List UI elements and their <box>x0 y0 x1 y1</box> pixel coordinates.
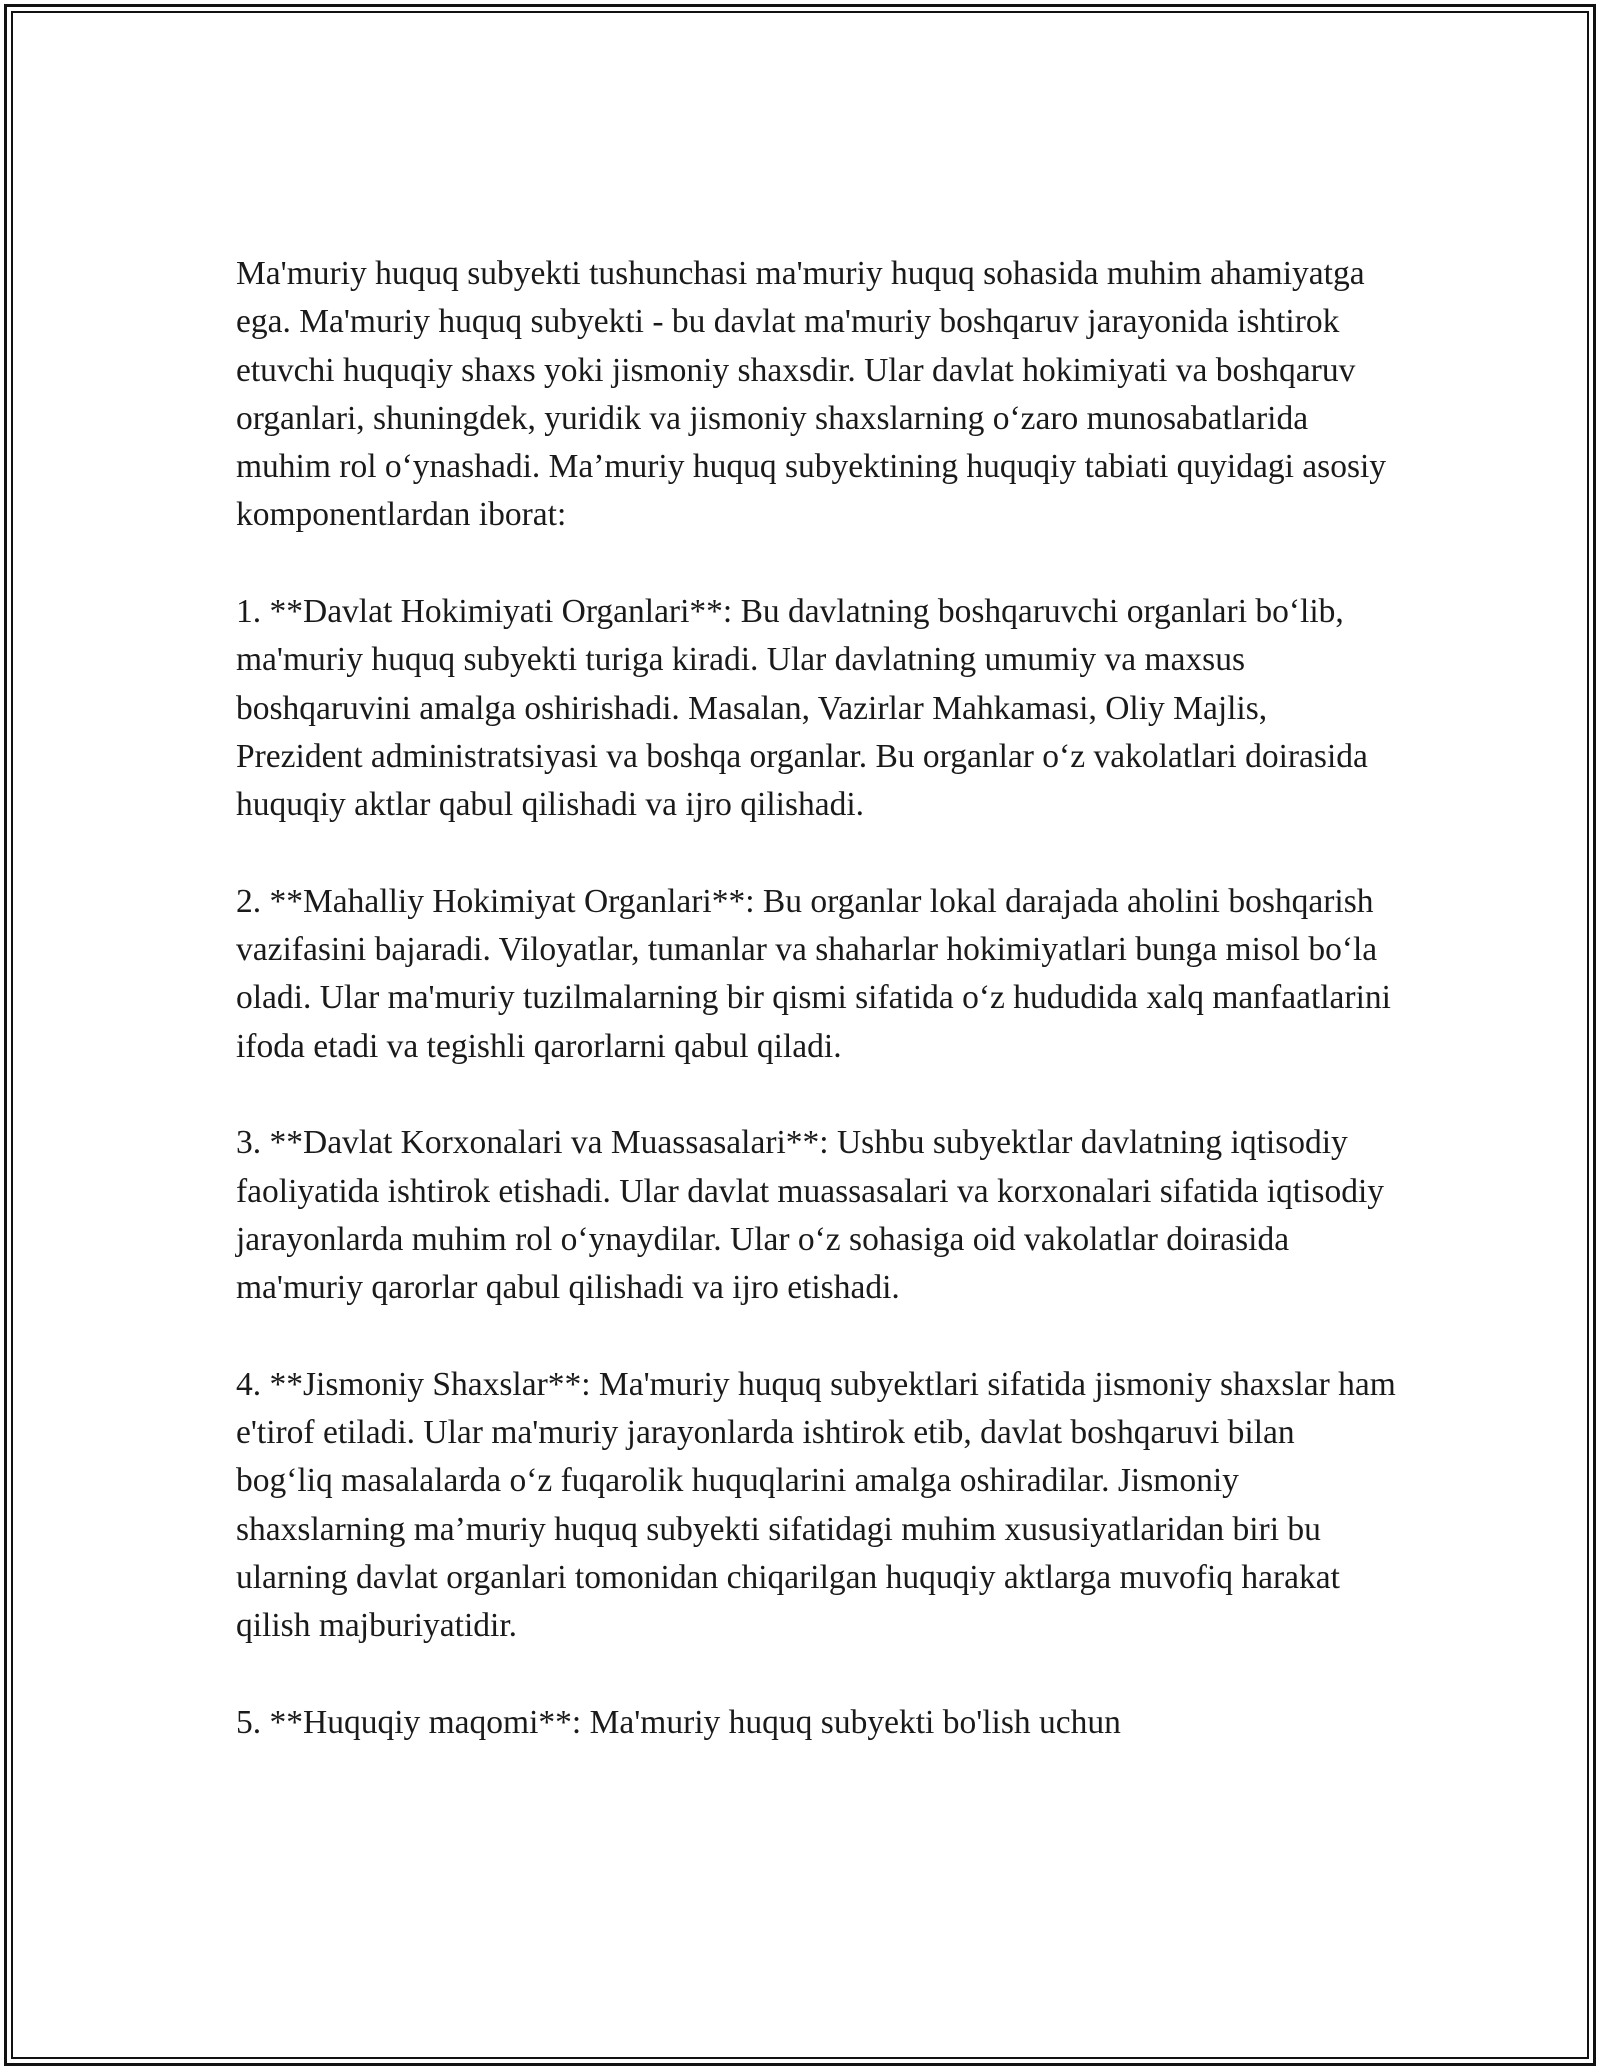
paragraph-item-1: 1. **Davlat Hokimiyati Organlari**: Bu davlatning boshqaruvchi organlari bo‘lib, ma'muriy huquq subyekti turiga kiradi. Ular davlatning umumiy va maxsus boshqaruvini amalga oshirishadi. Masalan, Vazirlar Mahkamasi, Oliy Majlis, Prezident administratsiyasi va boshqa organlar. Bu organlar o‘z vakolatlari doirasida huquqiy aktlar qabul qilishadi va ijro qilishadi. <box>236 593 1368 824</box>
paragraph-item-3: 3. **Davlat Korxonalari va Muassasalari**: Ushbu subyektlar davlatning iqtisodiy faoliyatida ishtirok etishadi. Ular davlat muassasalari va korxonalari sifatida iqtisodiy jarayonlarda muhim rol o‘ynaydilar. Ular o‘z sohasiga oid vakolatlar doirasida ma'muriy qarorlar qabul qilishadi va ijro etishadi. <box>236 1124 1384 1307</box>
paragraph-item-5: 5. **Huquqiy maqomi**: Ma'muriy huquq subyekti bo'lish uchun <box>236 1703 1121 1741</box>
paragraph-intro: Ma'muriy huquq subyekti tushunchasi ma'muriy huquq sohasida muhim ahamiyatga ega. Ma'muriy huquq subyekti - bu davlat ma'muriy boshqaruv jarayonida ishtirok etuvchi huquqiy shaxs yoki jismoniy shaxsdir. Ular davlat hokimiyati va boshqaruv organlari, shuningdek, yuridik va jismoniy shaxslarning o‘zaro munosabatlarida muhim rol o‘ynashadi. Ma’muriy huquq subyektining huquqiy tabiati quyidagi asosiy komponentlardan iborat: <box>236 255 1387 534</box>
document-body <box>236 250 1396 1747</box>
paragraph-item-4: 4. **Jismoniy Shaxslar**: Ma'muriy huquq subyektlari sifatida jismoniy shaxslar ham e'tirof etiladi. Ular ma'muriy jarayonlarda ishtirok etib, davlat boshqaruvi bilan bog‘liq masalalarda o‘z fuqarolik huquqlarini amalga oshiradilar. Jismoniy shaxslarning ma’muriy huquq subyekti sifatidagi muhim xususiyatlaridan biri bu ularning davlat organlari tomonidan chiqarilgan huquqiy aktlarga muvofiq harakat qilish majburiyatidir. <box>236 1365 1396 1645</box>
paragraph-item-2: 2. **Mahalliy Hokimiyat Organlari**: Bu organlar lokal darajada aholini boshqarish vazifasini bajaradi. Viloyatlar, tumanlar va shaharlar hokimiyatlari bunga misol bo‘la oladi. Ular ma'muriy tuzilmalarning bir qismi sifatida o‘z hududida xalq manfaatlarini ifoda etadi va tegishli qarorlarni qabul qiladi. <box>236 882 1391 1065</box>
